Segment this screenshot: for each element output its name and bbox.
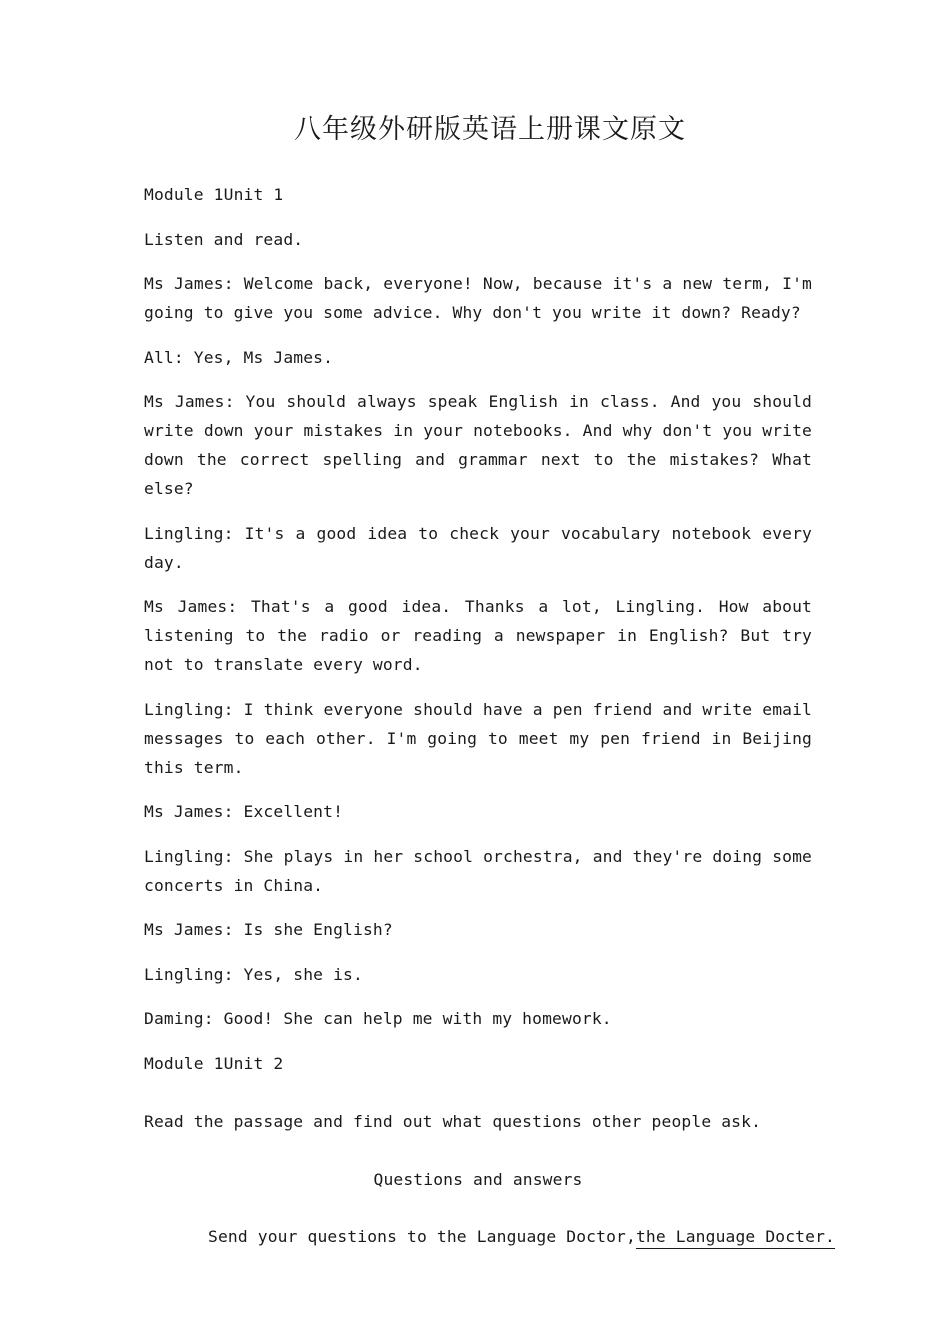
paragraph-dialogue: Ms James: Is she English? — [144, 920, 393, 939]
paragraph-instruction: Listen and read. — [144, 229, 304, 249]
document-title: 八年级外研版英语上册课文原文 — [294, 114, 686, 145]
paragraph-heading-module1-unit2: Module 1Unit 2 — [144, 1053, 284, 1073]
paragraph-heading-module1-unit1: Module 1Unit 1 — [144, 185, 284, 204]
paragraph-dialogue: Ms James: Excellent! — [144, 802, 344, 821]
paragraph-dialogue: Lingling: I think everyone should have a pen friend and write email messages to each other. I'm going to meet my pen friend in Beijing this term. — [144, 699, 812, 777]
paragraph-dialogue: Lingling: Yes, she is. — [144, 964, 363, 984]
paragraph-dialogue: Lingling: It's a good idea to check your vocabulary notebook every day. — [144, 523, 812, 572]
paragraph-dialogue: Lingling: She plays in her school orchestra, and they're doing some concerts in China. — [144, 846, 812, 895]
document-body — [144, 180, 835, 1251]
underlined-text: the Language Docter. — [635, 1226, 835, 1246]
paragraph-dialogue: Daming: Good! She can help me with my homework. — [144, 1009, 612, 1028]
paragraph-dialogue: Ms James: That's a good idea. Thanks a lot, Lingling. How about listening to the radio or reading a newspaper in English? But try not to translate every word. — [144, 597, 812, 674]
last-line-text: Send your questions to the Language Doctor, — [208, 1226, 636, 1246]
last-line — [144, 1222, 835, 1251]
paragraph-instruction: Read the passage and find out what questions other people ask. — [144, 1111, 762, 1131]
section-title: Questions and answers — [373, 1169, 583, 1189]
paragraph-dialogue: Ms James: Welcome back, everyone! Now, because it's a new term, I'm going to give you some advice. Why don't you write it down? Ready? — [144, 274, 812, 322]
paragraph-dialogue: Ms James: You should always speak English in class. And you should write down your mistakes in your notebooks. And why don't you write down the correct spelling and grammar next to the mistakes? What else? — [144, 392, 812, 498]
paragraph-dialogue: All: Yes, Ms James. — [144, 347, 334, 367]
